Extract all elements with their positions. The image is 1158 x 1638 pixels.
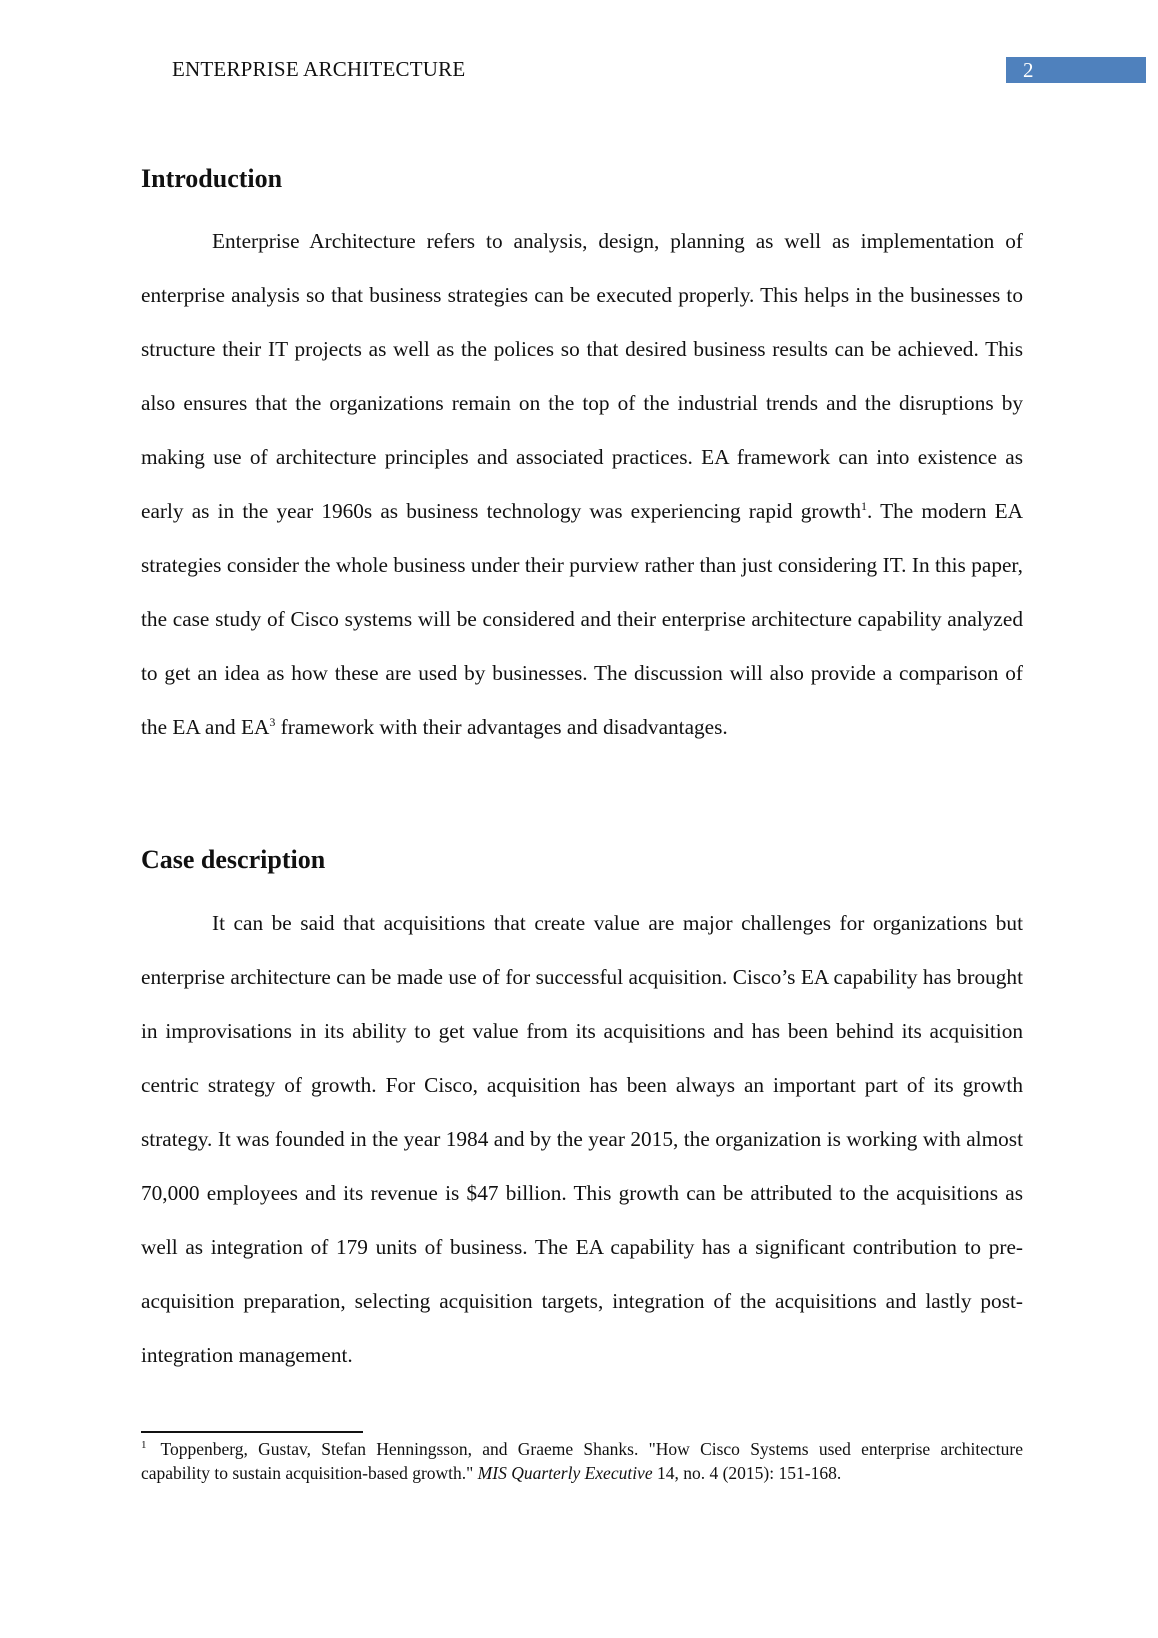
case-description-heading: Case description <box>141 845 326 874</box>
intro-text-part-3: framework with their advantages and disadvantages. <box>275 715 728 739</box>
footnote-text-part-1: Toppenberg, Gustav, Stefan Henningsson, and Graeme Shanks. "How Cisco Systems used enterprise architecture capability to sustain acquisition-based growth." <box>141 1439 1023 1483</box>
running-header-title: ENTERPRISE ARCHITECTURE <box>172 57 466 81</box>
footnote-text-part-2: 14, no. 4 (2015): 151-168. <box>652 1463 842 1483</box>
introduction-paragraph <box>141 214 1023 754</box>
footnote-separator <box>141 1431 363 1433</box>
case-description-paragraph: It can be said that acquisitions that create value are major challenges for organizations but enterprise architecture can be made use of for successful acquisition. Cisco’s EA capability has brought in improvisations in its ability to get value from its acquisitions and has been behind its acquisition centric strategy of growth. For Cisco, acquisition has been always an important part of its growth strategy. It was founded in the year 1984 and by the year 2015, the organization is working with almost 70,000 employees and its revenue is $47 billion. This growth can be attributed to the acquisitions as well as integration of 179 units of business. The EA capability has a significant contribution to pre-acquisition preparation, selecting acquisition targets, integration of the acquisitions and lastly post-integration management. <box>141 911 1023 1367</box>
superscript-3: 3 <box>269 714 276 729</box>
introduction-heading: Introduction <box>141 164 283 193</box>
footnote-reference-1[interactable]: 1 <box>861 498 868 513</box>
intro-text-part-1: Enterprise Architecture refers to analysis, design, planning as well as implementation of enterprise analysis so that business strategies can be executed properly. This helps in the businesses to structure their IT projects as well as the polices so that desired business results can be achieved. This also ensures that the organizations remain on the top of the industrial trends and the disruptions by making use of architecture principles and associated practices. EA framework can into existence as early as in the year 1960s as business technology was experiencing rapid growth <box>141 229 1023 523</box>
footnote-marker: 1 <box>141 1439 147 1452</box>
page-number-box <box>1006 57 1146 83</box>
page-number: 2 <box>1023 58 1034 82</box>
intro-text-part-2: . The modern EA strategies consider the whole business under their purview rather than just considering IT. In this paper, the case study of Cisco systems will be considered and their enterprise architecture capability analyzed to get an idea as how these are used by businesses. The discussion will also provide a comparison of the EA and EA <box>141 499 1024 739</box>
footnote-journal-title: MIS Quarterly Executive <box>477 1463 653 1483</box>
footnote-1 <box>141 1437 1023 1485</box>
